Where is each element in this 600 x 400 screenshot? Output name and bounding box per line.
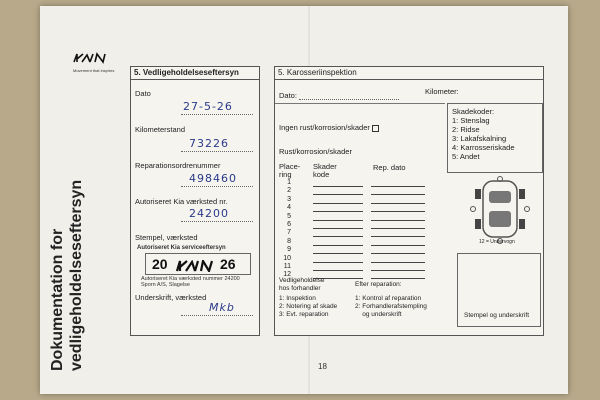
repair-date-line[interactable]: [371, 262, 425, 263]
vertical-title-line2: vedligeholdelseseftersyn: [68, 179, 85, 371]
repair-date-line[interactable]: [371, 278, 425, 279]
damage-code-5: 5: Andet: [452, 152, 480, 161]
damage-code-line[interactable]: [313, 236, 363, 237]
maintenance-item-2: 2: Notering af skade: [279, 303, 338, 310]
damage-code-line[interactable]: [313, 220, 363, 221]
page-number: 18: [318, 362, 327, 371]
after-repair-title: Efter reparation:: [355, 281, 402, 288]
repair-date-line[interactable]: [371, 245, 425, 246]
brand-tagline: Movement that inspires: [73, 68, 115, 73]
row-number: 10: [283, 254, 291, 262]
row-number: 12: [283, 271, 291, 279]
stamp-bottom-text: Autoriseret Kia værksted nummer 24200 Sporn A/S, Slagelse: [141, 276, 240, 288]
signature-label: Underskrift, værksted: [135, 293, 207, 302]
workshop-stamp: [135, 245, 253, 291]
repair-date-line[interactable]: [371, 194, 425, 195]
stamp-year-right: 26: [220, 256, 236, 272]
col-repair-date: Rep. dato: [373, 163, 406, 172]
damage-code-4: 4: Karrosseriskade: [452, 143, 515, 152]
stamp-year-left: 20: [152, 256, 168, 272]
repair-date-line[interactable]: [371, 186, 425, 187]
body-date-label: Dato:: [279, 91, 297, 100]
stamp-top-text: Autoriseret Kia serviceeftersyn: [137, 245, 226, 251]
vertical-title: [48, 180, 86, 371]
signature-value: Mkb: [209, 301, 235, 314]
row-number: 9: [287, 246, 291, 254]
damage-code-3: 3: Lakafskalning: [452, 134, 507, 143]
maintenance-box-title: 5. Vedligeholdelseseftersyn: [131, 67, 259, 80]
maintenance-item-1: 1: Inspektion: [279, 295, 316, 302]
repair-date-line[interactable]: [371, 203, 425, 204]
repair-date-line[interactable]: [371, 253, 425, 254]
workshop-number-line: [181, 221, 253, 222]
damage-codes-box: [447, 103, 543, 173]
stamp-label: Stempel, værksted: [135, 233, 198, 242]
no-rust-checkbox[interactable]: [372, 125, 379, 132]
stamp-kia-logo: [176, 259, 214, 277]
damage-code-line[interactable]: [313, 203, 363, 204]
km-value: 73226: [189, 137, 229, 150]
after-repair-item-2: 2: Forhandlerafstempling: [355, 303, 427, 310]
repair-date-line[interactable]: [371, 220, 425, 221]
repair-date-line[interactable]: [371, 228, 425, 229]
row-number: 6: [287, 221, 291, 228]
after-repair-item-3: og underskrift: [355, 311, 402, 318]
damage-code-line[interactable]: [313, 228, 363, 229]
row-number: 11: [283, 263, 291, 270]
service-book-page: [40, 6, 568, 394]
damage-codes-title: Skadekoder:: [452, 107, 495, 116]
damage-code-2: 2: Ridse: [452, 125, 480, 134]
col-placement: Place- ring: [279, 162, 301, 179]
row-number: 1: [287, 179, 291, 186]
after-repair-item-1: 1: Kontrol af reparation: [355, 295, 422, 302]
damage-code-line[interactable]: [313, 194, 363, 195]
damage-code-line[interactable]: [313, 270, 363, 271]
body-km-label: Kilometer:: [425, 87, 459, 96]
no-rust-text: Ingen rust/korrosion/skader: [279, 123, 370, 132]
col-damage-code: Skader kode: [313, 162, 337, 179]
damage-code-1: 1: Stenslag: [452, 116, 490, 125]
signature-line: [181, 315, 253, 316]
divider: [275, 103, 445, 104]
row-number: 4: [287, 204, 291, 212]
undercarriage-label: 12 = Undervogn: [479, 239, 515, 245]
no-rust-label: [279, 123, 379, 132]
date-label: Dato: [135, 89, 151, 98]
car-diagram: [465, 175, 535, 247]
repair-order-value: 498460: [189, 172, 237, 185]
stamp-signature-box: [457, 253, 541, 327]
row-number: 3: [287, 195, 291, 203]
stamp-signature-label: Stempel og underskrift: [464, 312, 530, 319]
damage-code-line[interactable]: [313, 211, 363, 212]
date-line: [181, 114, 253, 115]
damage-code-line[interactable]: [313, 253, 363, 254]
workshop-number-value: 24200: [189, 207, 229, 220]
kia-logo: [73, 52, 107, 64]
body-box-title: 5. Karosseriinspektion: [275, 67, 543, 80]
row-number: 7: [287, 229, 291, 237]
row-number: 8: [287, 237, 291, 245]
stamp-year-row: [145, 253, 251, 275]
repair-date-line[interactable]: [371, 236, 425, 237]
repair-date-line[interactable]: [371, 211, 425, 212]
km-line: [181, 151, 253, 152]
workshop-number-label: Autoriseret Kia værksted nr.: [135, 197, 228, 206]
body-inspection-box: [274, 66, 544, 336]
rust-label: Rust/korrosion/skader: [279, 147, 352, 156]
vertical-title-line1: Dokumentation for: [49, 228, 66, 371]
repair-order-line: [181, 186, 253, 187]
maintenance-title: Vedligeholdelse hos forhandler: [279, 277, 325, 292]
car-top-view-icon: [465, 175, 535, 247]
damage-code-line[interactable]: [313, 245, 363, 246]
damage-code-line[interactable]: [313, 186, 363, 187]
maintenance-inspection-box: [130, 66, 260, 336]
damage-code-line[interactable]: [313, 262, 363, 263]
date-value: 27-5-26: [183, 100, 233, 113]
repair-order-label: Reparationsordrenummer: [135, 161, 221, 170]
maintenance-item-3: 3: Evt. reparation: [279, 311, 329, 318]
row-number: 5: [287, 212, 291, 220]
row-number: 2: [287, 187, 291, 195]
repair-date-line[interactable]: [371, 270, 425, 271]
body-date-line: [299, 99, 399, 100]
km-label: Kilometerstand: [135, 125, 186, 134]
